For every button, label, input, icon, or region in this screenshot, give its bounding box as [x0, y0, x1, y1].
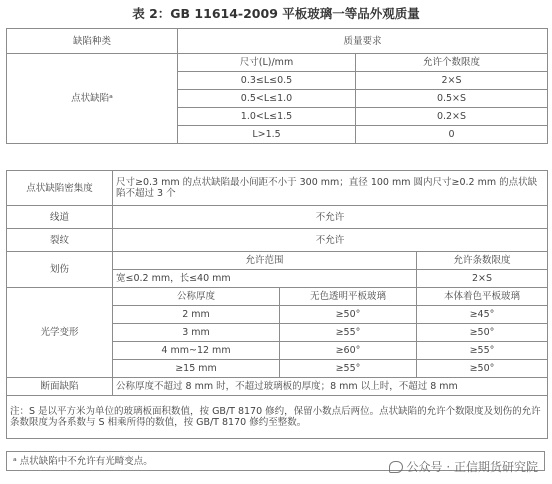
scratch-label: 划伤 — [7, 252, 113, 288]
scratch-header-range: 允许范围 — [113, 252, 417, 270]
allow-cell: 0.5×S — [356, 90, 548, 108]
density-text: 尺寸≥0.3 mm 的点状缺陷最小间距不小于 300 mm；直径 100 mm 圆内尺寸≥0.2 mm 的点状缺陷不超过 3 个 — [113, 171, 548, 206]
table-title: 表 2：GB 11614-2009 平板玻璃一等品外观质量 — [132, 6, 420, 21]
allow-cell: 2×S — [356, 72, 548, 90]
clear-cell: ≥50° — [280, 306, 417, 324]
size-cell: L>1.5 — [178, 126, 356, 144]
scratch-count-value: 2×S — [417, 270, 548, 288]
size-cell: 0.5<L≤1.0 — [178, 90, 356, 108]
density-label: 点状缺陷密集度 — [7, 171, 113, 206]
optical-header-thickness: 公称厚度 — [113, 288, 280, 306]
optical-header-clear: 无色透明平板玻璃 — [280, 288, 417, 306]
size-cell: 1.0<L≤1.5 — [178, 108, 356, 126]
scratch-header-count: 允许条数限度 — [417, 252, 548, 270]
clear-cell: ≥55° — [280, 360, 417, 378]
clear-cell: ≥60° — [280, 342, 417, 360]
thickness-cell: 3 mm — [113, 324, 280, 342]
scratch-range-value: 宽≤0.2 mm，长≤40 mm — [113, 270, 417, 288]
footnote: ᵃ 点状缺陷中不允许有光畸变点。 — [6, 451, 545, 471]
wechat-icon — [389, 461, 403, 473]
thickness-cell: ≥15 mm — [113, 360, 280, 378]
edge-defect-text: 公称厚度不超过 8 mm 时，不超过玻璃板的厚度；8 mm 以上时，不超过 8 mm — [113, 378, 548, 396]
table-note: 注：S 是以平方米为单位的玻璃板面积数值，按 GB/T 8170 修约，保留小数点后两位。点状缺陷的允许个数限度及划伤的允许条数限度为各系数与 S 相乘所得的数值，按 GB/T 8170 修约至整数。 — [7, 396, 548, 439]
header-defect-type: 缺陷种类 — [7, 29, 178, 54]
edge-defect-label: 断面缺陷 — [7, 378, 113, 396]
point-defect-table — [6, 28, 548, 144]
tinted-cell: ≥45° — [417, 306, 548, 324]
header-size: 尺寸(L)/mm — [178, 54, 356, 72]
tinted-cell: ≥50° — [417, 324, 548, 342]
point-defect-label: 点状缺陷ᵃ — [7, 54, 178, 144]
clear-cell: ≥55° — [280, 324, 417, 342]
line-value: 不允许 — [113, 206, 548, 229]
other-defects-table — [6, 170, 548, 439]
thickness-cell: 2 mm — [113, 306, 280, 324]
thickness-cell: 4 mm~12 mm — [113, 342, 280, 360]
watermark — [389, 458, 538, 475]
tinted-cell: ≥50° — [417, 360, 548, 378]
line-label: 线道 — [7, 206, 113, 229]
crack-label: 裂纹 — [7, 229, 113, 252]
crack-value: 不允许 — [113, 229, 548, 252]
allow-cell: 0.2×S — [356, 108, 548, 126]
header-allow-count: 允许个数限度 — [356, 54, 548, 72]
optical-label: 光学变形 — [7, 288, 113, 378]
watermark-text: 公众号 · 正信期货研究院 — [406, 460, 538, 474]
tinted-cell: ≥55° — [417, 342, 548, 360]
allow-cell: 0 — [356, 126, 548, 144]
header-quality: 质量要求 — [178, 29, 548, 54]
size-cell: 0.3≤L≤0.5 — [178, 72, 356, 90]
optical-header-tinted: 本体着色平板玻璃 — [417, 288, 548, 306]
